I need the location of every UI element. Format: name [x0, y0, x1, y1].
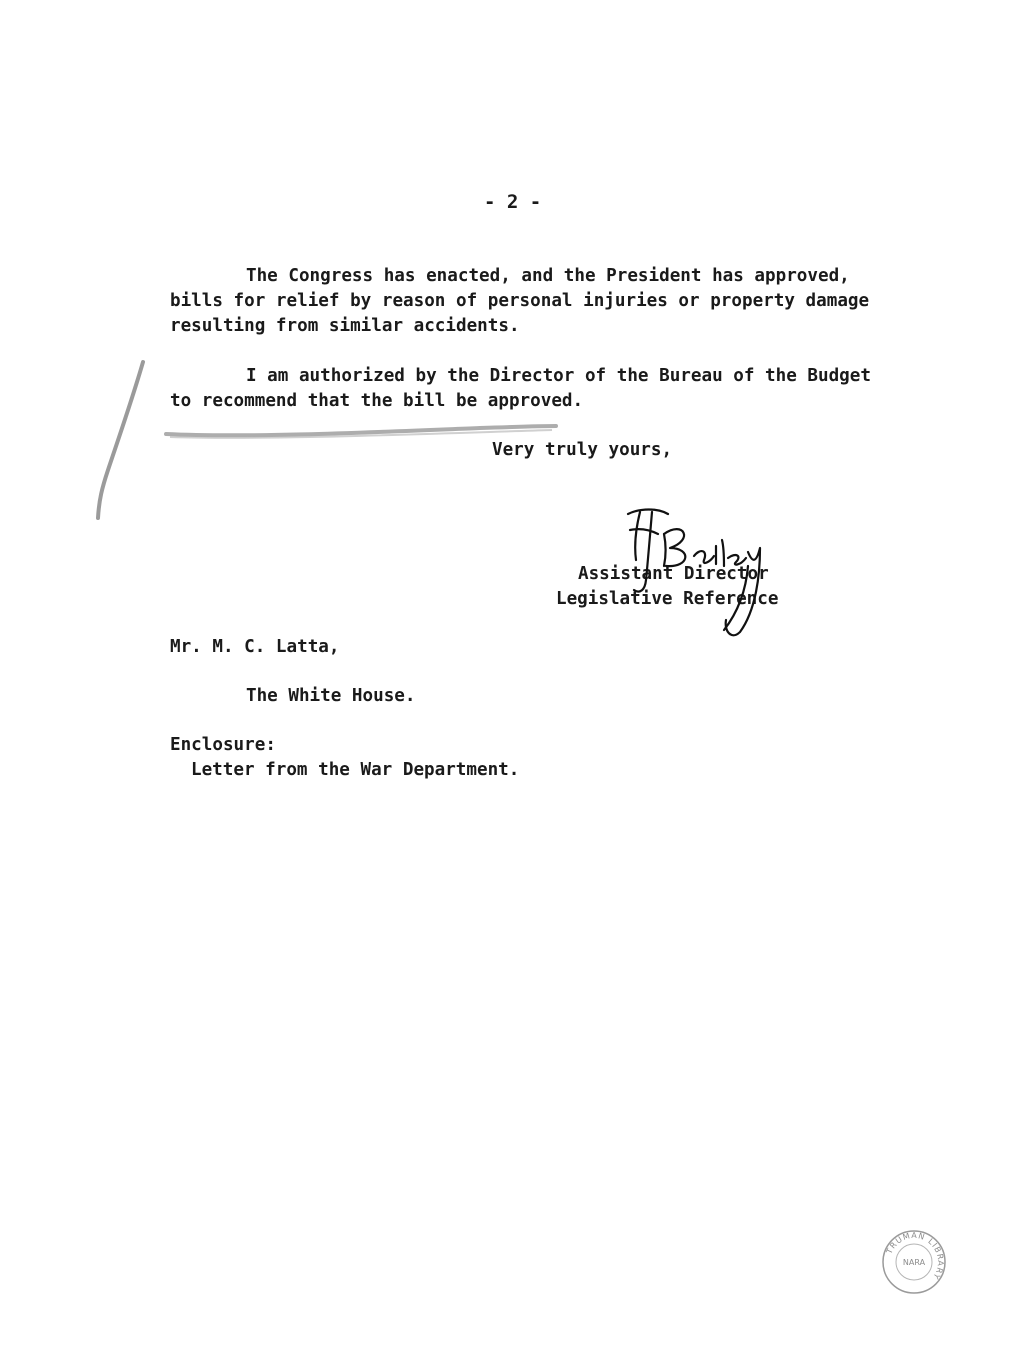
paragraph-1-line-1: The Congress has enacted, and the President has approved,: [246, 266, 850, 286]
addressee-name: Mr. M. C. Latta,: [170, 637, 340, 657]
signer-title-line-2: Legislative Reference: [556, 589, 779, 609]
complimentary-close: Very truly yours,: [492, 440, 673, 460]
archive-stamp: [880, 1228, 948, 1296]
addressee-place: The White House.: [246, 686, 416, 706]
paragraph-1-line-3: resulting from similar accidents.: [170, 316, 520, 336]
enclosure-item: Letter from the War Department.: [191, 760, 520, 780]
pencil-underline-mark: [166, 426, 556, 435]
paragraph-2-line-1: I am authorized by the Director of the Bureau of the Budget: [246, 366, 871, 386]
paragraph-2-line-2: to recommend that the bill be approved.: [170, 391, 584, 411]
page-number: - 2 -: [484, 191, 542, 213]
paragraph-1-line-2: bills for relief by reason of personal injuries or property damage: [170, 291, 870, 311]
signer-title-line-1: Assistant Director: [578, 564, 769, 584]
enclosure-label: Enclosure:: [170, 735, 276, 755]
signature: [628, 510, 760, 636]
svg-text:TRUMAN LIBRARY: TRUMAN LIBRARY: [884, 1230, 946, 1282]
svg-text:NARA: NARA: [902, 1258, 926, 1267]
